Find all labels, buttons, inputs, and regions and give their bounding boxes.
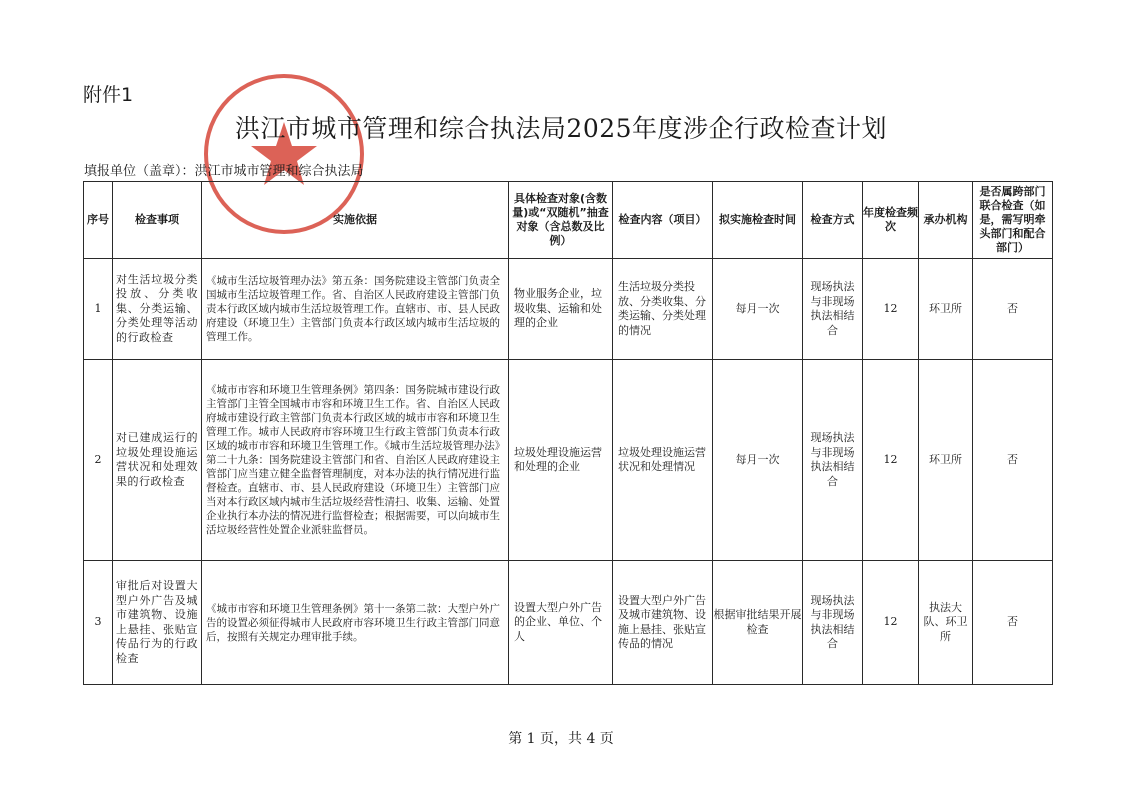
cell-org: 环卫所 xyxy=(919,259,973,360)
cell-joint: 否 xyxy=(973,561,1053,685)
table-row xyxy=(84,360,1053,561)
table-header-row xyxy=(84,182,1053,259)
header-method: 检查方式 xyxy=(803,182,863,259)
header-freq: 年度检查频次 xyxy=(863,182,919,259)
cell-freq: 12 xyxy=(863,360,919,561)
cell-freq: 12 xyxy=(863,561,919,685)
cell-method: 现场执法与非现场执法相结合 xyxy=(803,360,863,561)
header-content: 检查内容（项目） xyxy=(613,182,713,259)
page-number: 第 1 页，共 4 页 xyxy=(508,731,614,747)
cell-joint: 否 xyxy=(973,360,1053,561)
cell-basis: 《城市生活垃圾管理办法》第五条：国务院建设主管部门负责全国城市生活垃圾管理工作。省、自治区人民政府建设主管部门负责本行政区域内城市生活垃圾管理工作。直辖市、市、县人民政府建设（环境卫生）主管部门负责本行政区域内城市生活垃圾的管理工作。 xyxy=(202,259,509,360)
cell-basis: 《城市市容和环境卫生管理条例》第十一条第二款：大型户外广告的设置必须征得城市人民政府市容环境卫生行政主管部门同意后，按照有关规定办理审批手续。 xyxy=(202,561,509,685)
cell-no: 2 xyxy=(84,360,113,561)
cell-no: 3 xyxy=(84,561,113,685)
header-item: 检查事项 xyxy=(113,182,202,259)
cell-object: 设置大型户外广告的企业、单位、个人 xyxy=(509,561,613,685)
attachment-label: 附件1 xyxy=(83,84,134,106)
header-object: 具体检查对象(含数量)或“双随机”抽查对象（含总数及比例） xyxy=(509,182,613,259)
reporting-unit: 填报单位（盖章）：洪江市城市管理和综合执法局 xyxy=(84,164,364,179)
header-basis: 实施依据 xyxy=(202,182,509,259)
header-no: 序号 xyxy=(84,182,113,259)
table-row xyxy=(84,259,1053,360)
cell-method: 现场执法与非现场执法相结合 xyxy=(803,561,863,685)
header-joint: 是否属跨部门联合检查（如是，需写明牵头部门和配合部门） xyxy=(973,182,1053,259)
cell-item: 审批后对设置大型户外广告及城市建筑物、设施上悬挂、张贴宣传品行为的行政检查 xyxy=(113,561,202,685)
cell-object: 物业服务企业，垃圾收集、运输和处理的企业 xyxy=(509,259,613,360)
cell-no: 1 xyxy=(84,259,113,360)
cell-basis: 《城市市容和环境卫生管理条例》第四条：国务院城市建设行政主管部门主管全国城市市容和环境卫生工作。省、自治区人民政府城市建设行政主管部门负责本行政区域的城市市容和环境卫生管理工作。城市人民政府市容环境卫生行政主管部门负责本行政区域的城市市容和环境卫生管理工作。《城市生活垃圾管理办法》第二十九条：国务院建设主管部门和省、自治区人民政府建设主管部门应当建立健全监督管理制度，对本办法的执行情况进行监督检查。直辖市、市、县人民政府建设（环境卫生）主管部门应当对本行政区域内城市生活垃圾经营性清扫、收集、运输、处置企业执行本办法的情况进行监督检查；根据需要，可以向城市生活垃圾经营性处置企业派驻监督员。 xyxy=(202,360,509,561)
header-org: 承办机构 xyxy=(919,182,973,259)
cell-time: 根据审批结果开展检查 xyxy=(713,561,803,685)
cell-item: 对生活垃圾分类投放、分类收集、分类运输、分类处理等活动的行政检查 xyxy=(113,259,202,360)
cell-org: 环卫所 xyxy=(919,360,973,561)
cell-freq: 12 xyxy=(863,259,919,360)
cell-joint: 否 xyxy=(973,259,1053,360)
page-title: 洪江市城市管理和综合执法局2025年度涉企行政检查计划 xyxy=(234,114,888,143)
cell-content: 垃圾处理设施运营状况和处理情况 xyxy=(613,360,713,561)
header-time: 拟实施检查时间 xyxy=(713,182,803,259)
cell-item: 对已建成运行的垃圾处理设施运营状况和处理效果的行政检查 xyxy=(113,360,202,561)
cell-content: 生活垃圾分类投放、分类收集、分类运输、分类处理的情况 xyxy=(613,259,713,360)
cell-time: 每月一次 xyxy=(713,360,803,561)
cell-content: 设置大型户外广告及城市建筑物、设施上悬挂、张贴宣传品的情况 xyxy=(613,561,713,685)
table-row xyxy=(84,561,1053,685)
cell-object: 垃圾处理设施运营和处理的企业 xyxy=(509,360,613,561)
cell-org: 执法大队、环卫所 xyxy=(919,561,973,685)
cell-method: 现场执法与非现场执法相结合 xyxy=(803,259,863,360)
cell-time: 每月一次 xyxy=(713,259,803,360)
inspection-plan-table xyxy=(83,181,1053,685)
